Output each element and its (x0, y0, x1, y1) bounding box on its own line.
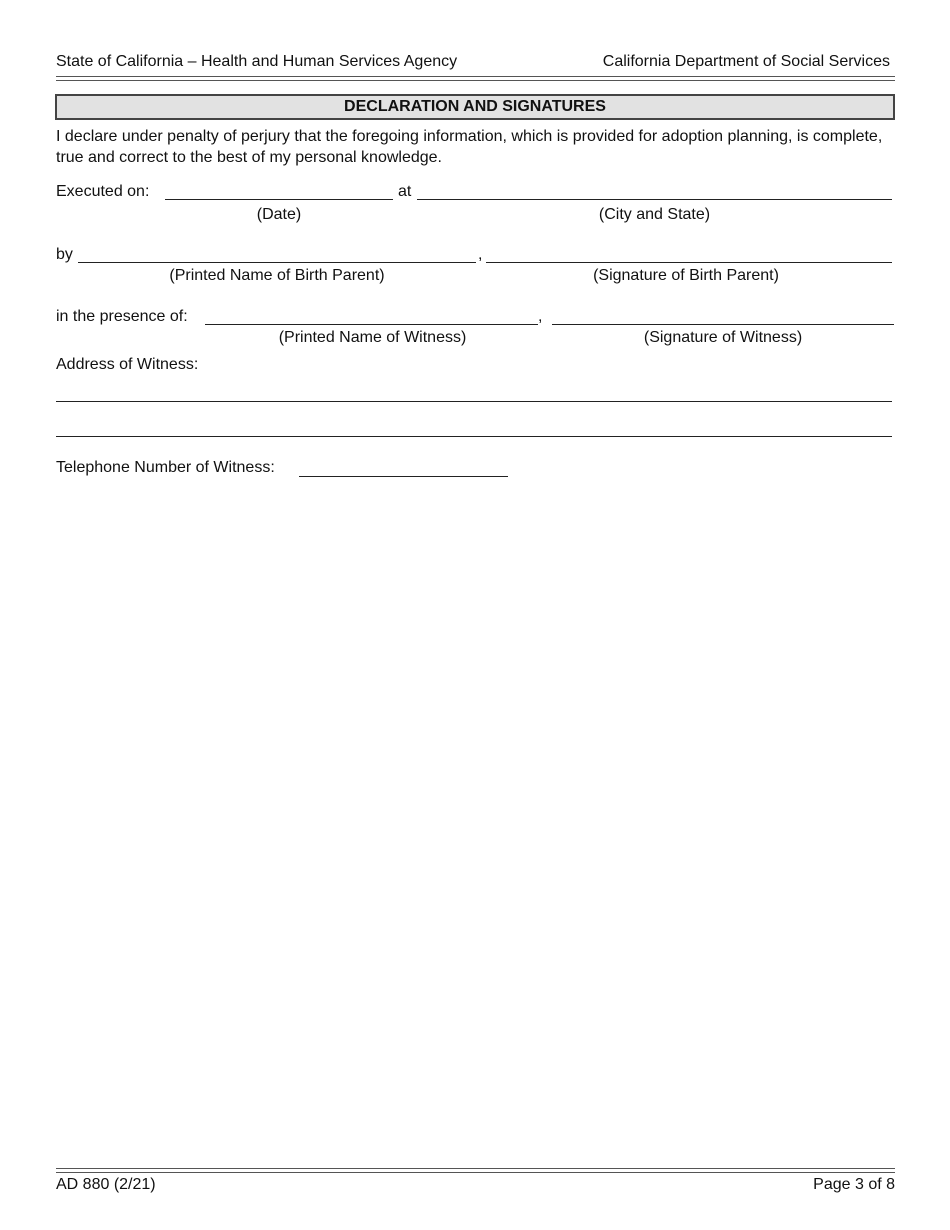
signature-witness-caption: (Signature of Witness) (643, 329, 803, 346)
date-field[interactable] (165, 199, 393, 200)
by-label: by (56, 246, 73, 263)
city-state-caption: (City and State) (598, 206, 711, 223)
address-label: Address of Witness: (56, 356, 199, 373)
printed-name-witness-field[interactable] (205, 324, 538, 325)
printed-name-parent-caption: (Printed Name of Birth Parent) (169, 267, 385, 284)
executed-on-label: Executed on: (56, 183, 150, 200)
signature-parent-field[interactable] (486, 262, 892, 263)
city-state-field[interactable] (417, 199, 892, 200)
comma-separator: , (478, 246, 483, 263)
signature-parent-caption: (Signature of Birth Parent) (593, 267, 779, 284)
signature-witness-field[interactable] (552, 324, 894, 325)
footer-divider (56, 1168, 895, 1173)
printed-name-witness-caption: (Printed Name of Witness) (278, 329, 467, 346)
address-line-1[interactable] (56, 401, 892, 402)
comma-separator-2: , (538, 308, 543, 325)
declaration-text: I declare under penalty of perjury that the foregoing information, which is provided for adoption planning, is complete, true and correct to the best of my personal knowledge. (56, 128, 883, 166)
presence-label: in the presence of: (56, 308, 188, 325)
printed-name-parent-field[interactable] (78, 262, 476, 263)
section-title: DECLARATION AND SIGNATURES (55, 94, 895, 120)
date-caption: (Date) (256, 206, 302, 223)
agency-name: State of California – Health and Human Services Agency (56, 53, 458, 70)
address-line-2[interactable] (56, 436, 892, 437)
form-id: AD 880 (2/21) (56, 1176, 156, 1193)
page-number: Page 3 of 8 (813, 1176, 895, 1193)
telephone-field[interactable] (299, 476, 508, 477)
header-divider (56, 76, 895, 81)
telephone-label: Telephone Number of Witness: (56, 459, 275, 476)
at-label: at (398, 183, 412, 200)
department-name: California Department of Social Services (602, 53, 890, 70)
